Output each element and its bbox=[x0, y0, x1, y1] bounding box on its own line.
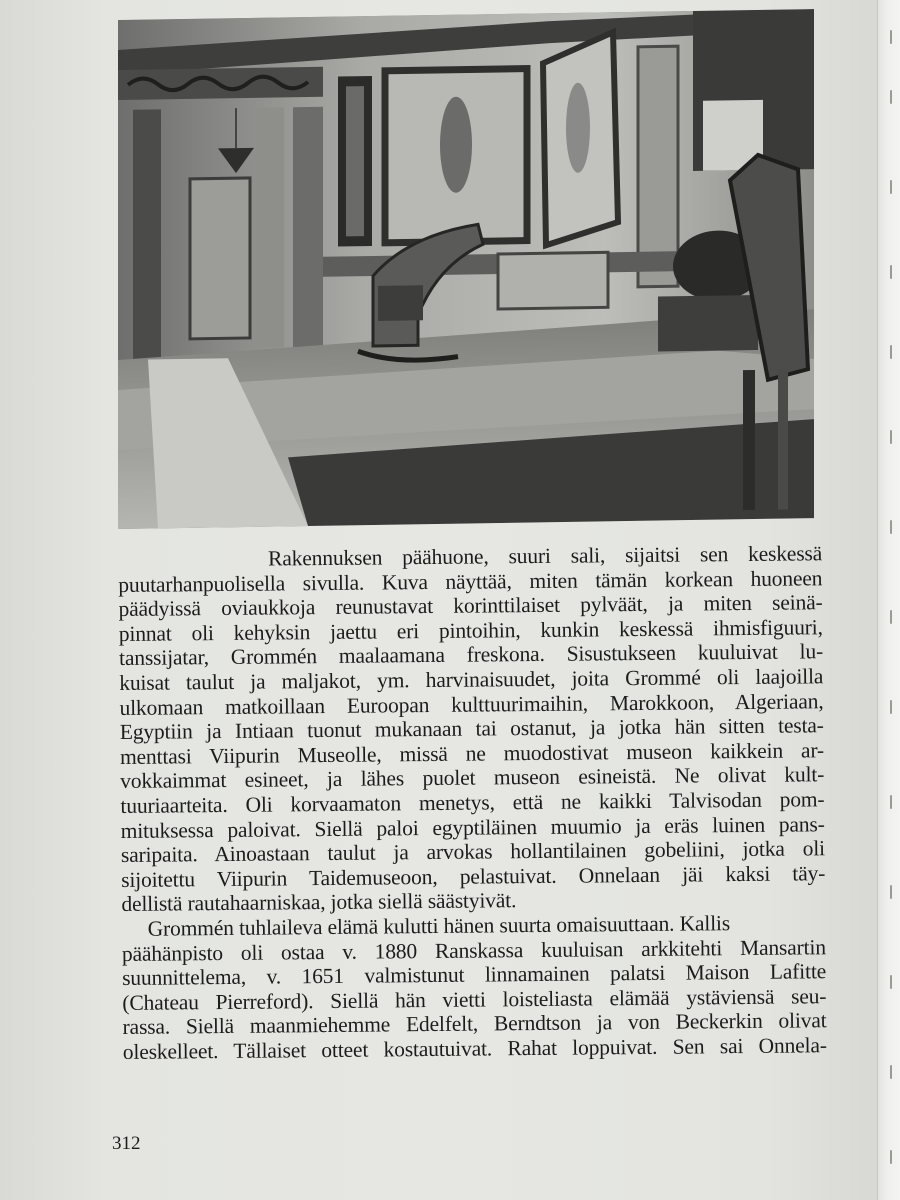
text-line: suunnittelema, v. 1651 valmistunut linnamainen palatsi Maison Lafitte bbox=[122, 959, 827, 991]
binding-stitch bbox=[890, 1065, 892, 1079]
text-line: Rakennuksen päähuone, suuri sali, sijaitsi sen keskessä bbox=[267, 541, 823, 571]
body-text bbox=[118, 541, 827, 1064]
binding-stitch bbox=[890, 30, 892, 44]
text-line: päädyissä oviaukkoja reunustavat korinttilaiset pylväät, ja miten seinä- bbox=[118, 590, 823, 622]
text-line: vokkaimmat esineet, ja lähes puolet museon esineistä. Ne olivat kult- bbox=[120, 762, 825, 794]
dancer-figure bbox=[566, 83, 590, 173]
column bbox=[133, 109, 161, 359]
text-line: Grommén tuhlaileva elämä kulutti hänen suurta omaisuuttaan. Kallis bbox=[147, 911, 731, 941]
text-line: tuuriaarteita. Oli korvaamaton menetys, että ne kaikki Talvisodan pom- bbox=[120, 787, 825, 818]
column bbox=[256, 107, 284, 347]
binding-stitch bbox=[890, 885, 892, 899]
text-line: menttasi Viipurin Museolle, missä ne muodostivat museon kaikkein ar- bbox=[119, 737, 825, 769]
binding-stitch bbox=[890, 265, 892, 279]
text-line: rassa. Siellä maanmiehemme Edelfelt, Berndtson ja von Beckerkin olivat bbox=[122, 1008, 827, 1040]
binding-stitch bbox=[890, 700, 892, 714]
photo-illustration bbox=[118, 9, 814, 529]
column bbox=[293, 107, 323, 347]
text-line: saripaita. Ainoastaan taulut ja arvokas hollantilainen gobeliini, jotka oli bbox=[120, 836, 826, 868]
binding-stitch bbox=[890, 430, 892, 444]
text-line: tanssijatar, Grommén maalaamana freskona. Sisustukseen kuuluivat lu- bbox=[118, 639, 824, 671]
binding-stitch bbox=[890, 975, 892, 989]
text-line: (Chateau Pierreford). Siellä hän vietti loisteliasta elämää ystäviensä seu- bbox=[122, 983, 827, 1015]
doorway bbox=[190, 178, 250, 339]
text-line: puutarhanpuolisella sivulla. Kuva näyttää, miten tämän korkean huoneen bbox=[118, 565, 823, 597]
binding-stitch bbox=[890, 520, 892, 534]
page-edge bbox=[877, 0, 900, 1200]
binding-stitch bbox=[890, 1150, 892, 1164]
text-line: kuisat taulut ja maljakot, ym. harvinaisuudet, joita Grommé oli laajoilla bbox=[119, 664, 824, 695]
text-line: mituksessa paloivat. Siellä paloi egyptiläinen muumio ja eräs luinen pans- bbox=[120, 811, 825, 843]
text-line: päähänpisto oli ostaa v. 1880 Ranskassa kuuluisan arkkitehti Mansartin bbox=[121, 934, 826, 966]
text-line: Egyptiin ja Intiaan tuonut mukanaan tai ostanut, ja jotka hän sitten testa- bbox=[119, 713, 824, 745]
text-line: ulkomaan matkoillaan Euroopan kulttuurimaihin, Marokkoon, Algeriaan, bbox=[119, 688, 824, 720]
page-number: 312 bbox=[112, 1133, 141, 1154]
paragraph bbox=[122, 910, 827, 1064]
sofa bbox=[498, 252, 608, 309]
paragraph bbox=[118, 541, 826, 917]
text-line: dellistä rautahaarniskaa, jotka siellä säästyivät. bbox=[121, 888, 517, 917]
binding-stitch bbox=[890, 795, 892, 809]
text-line: oleskelleet. Tällaiset otteet kostautuivat. Rahat loppuivat. Sen sai Onnela- bbox=[122, 1033, 827, 1064]
dancer-figure bbox=[440, 96, 472, 193]
binding-stitch bbox=[890, 180, 892, 194]
binding-stitch bbox=[890, 610, 892, 624]
text-line: sijoitettu Viipurin Taidemuseoon, pelastuivat. Onnelaan jäi kaksi täy- bbox=[121, 860, 826, 892]
binding-stitch bbox=[890, 345, 892, 359]
binding-stitch bbox=[890, 90, 892, 104]
text-line: pinnat oli kehyksin jaettu eri pintoihin, kunkin keskessä ihmisfiguuri, bbox=[118, 615, 823, 646]
interior-photograph bbox=[118, 9, 814, 529]
